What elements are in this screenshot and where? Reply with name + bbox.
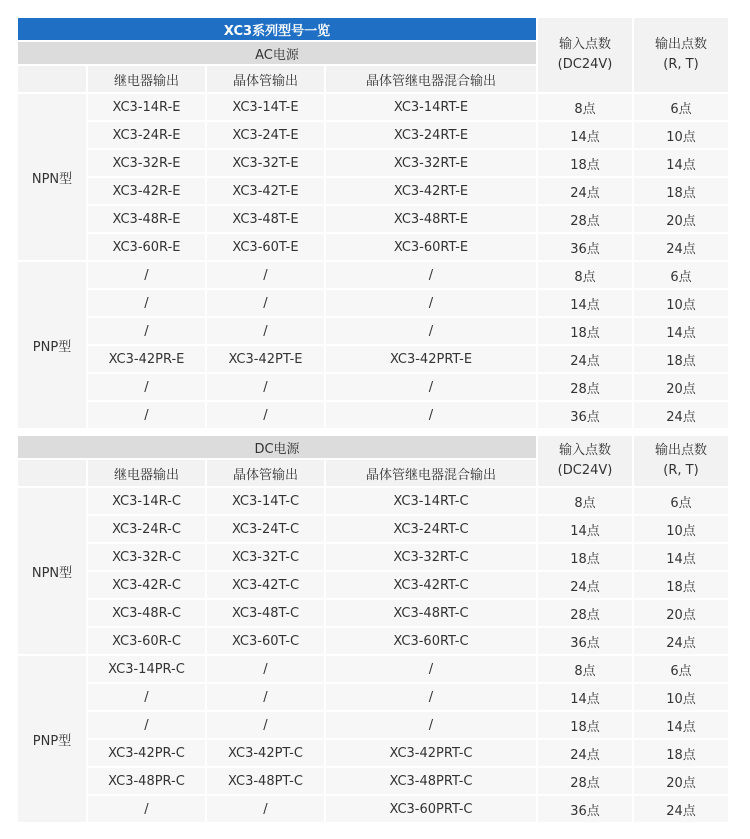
column-header: 晶体管输出 — [207, 460, 324, 486]
relay-output-model: XC3-42R-E — [88, 178, 205, 204]
table-row — [18, 572, 728, 598]
input-points: 8点 — [538, 656, 632, 682]
spacer-cell — [18, 430, 728, 434]
table-row — [18, 150, 728, 176]
relay-output-model: XC3-48PR-C — [88, 768, 205, 794]
column-header-blank — [18, 460, 86, 486]
output-points: 24点 — [634, 796, 728, 822]
table-row — [18, 122, 728, 148]
transistor-output-model: XC3-48PT-C — [207, 768, 324, 794]
input-points-header — [538, 436, 632, 486]
column-header-blank — [18, 66, 86, 92]
output-points: 20点 — [634, 768, 728, 794]
output-points: 18点 — [634, 346, 728, 372]
transistor-output-model: XC3-48T-E — [207, 206, 324, 232]
column-header: 晶体管继电器混合输出 — [326, 66, 536, 92]
input-points-unit: (DC24V) — [557, 57, 613, 72]
output-points-unit: (R, T) — [663, 463, 699, 478]
table-title: XC3系列型号一览 — [18, 18, 536, 40]
ac-power-heading: AC电源 — [18, 42, 536, 64]
hybrid-output-model: / — [326, 290, 536, 316]
relay-output-model: XC3-42R-C — [88, 572, 205, 598]
hybrid-output-model: XC3-48RT-C — [326, 600, 536, 626]
table-row — [18, 684, 728, 710]
table-row — [18, 402, 728, 428]
output-points-header — [634, 18, 728, 92]
input-points: 28点 — [538, 600, 632, 626]
pnp-type-label: PNP型 — [18, 262, 86, 428]
input-points: 24点 — [538, 572, 632, 598]
input-points-header — [538, 18, 632, 92]
input-points: 8点 — [538, 94, 632, 120]
relay-output-model: XC3-60R-E — [88, 234, 205, 260]
output-points-label: 输出点数 — [654, 443, 707, 458]
output-points: 6点 — [634, 262, 728, 288]
table-row — [18, 206, 728, 232]
output-points: 14点 — [634, 544, 728, 570]
input-points: 36点 — [538, 628, 632, 654]
input-points: 14点 — [538, 516, 632, 542]
hybrid-output-model: / — [326, 712, 536, 738]
table-row — [18, 290, 728, 316]
column-header: 晶体管继电器混合输出 — [326, 460, 536, 486]
output-points: 10点 — [634, 122, 728, 148]
npn-type-label: NPN型 — [18, 94, 86, 260]
relay-output-model: XC3-60R-C — [88, 628, 205, 654]
transistor-output-model: / — [207, 712, 324, 738]
title-row — [18, 18, 728, 40]
transistor-output-model: / — [207, 318, 324, 344]
relay-output-model: / — [88, 374, 205, 400]
input-points: 36点 — [538, 234, 632, 260]
input-points: 24点 — [538, 346, 632, 372]
hybrid-output-model: XC3-14RT-C — [326, 488, 536, 514]
table-row — [18, 628, 728, 654]
relay-output-model: XC3-48R-E — [88, 206, 205, 232]
hybrid-output-model: XC3-42PRT-C — [326, 740, 536, 766]
dc-power-heading: DC电源 — [18, 436, 536, 458]
hybrid-output-model: / — [326, 684, 536, 710]
output-points: 18点 — [634, 740, 728, 766]
transistor-output-model: XC3-24T-E — [207, 122, 324, 148]
transistor-output-model: / — [207, 374, 324, 400]
hybrid-output-model: XC3-42RT-E — [326, 178, 536, 204]
input-points: 18点 — [538, 318, 632, 344]
transistor-output-model: / — [207, 290, 324, 316]
column-header: 晶体管输出 — [207, 66, 324, 92]
table-row — [18, 768, 728, 794]
hybrid-output-model: XC3-42PRT-E — [326, 346, 536, 372]
table-row — [18, 262, 728, 288]
transistor-output-model: XC3-14T-C — [207, 488, 324, 514]
relay-output-model: / — [88, 402, 205, 428]
transistor-output-model: XC3-14T-E — [207, 94, 324, 120]
hybrid-output-model: XC3-60RT-E — [326, 234, 536, 260]
transistor-output-model: XC3-32T-E — [207, 150, 324, 176]
input-points: 8点 — [538, 488, 632, 514]
xc3-model-table — [16, 16, 730, 824]
hybrid-output-model: XC3-60PRT-C — [326, 796, 536, 822]
hybrid-output-model: XC3-32RT-E — [326, 150, 536, 176]
input-points-label: 输入点数 — [558, 443, 611, 458]
hybrid-output-model: XC3-24RT-C — [326, 516, 536, 542]
relay-output-model: / — [88, 262, 205, 288]
column-header: 继电器输出 — [88, 460, 205, 486]
output-points: 14点 — [634, 318, 728, 344]
table-row — [18, 740, 728, 766]
hybrid-output-model: XC3-42RT-C — [326, 572, 536, 598]
pnp-type-label: PNP型 — [18, 656, 86, 822]
table-row — [18, 234, 728, 260]
table-row — [18, 94, 728, 120]
relay-output-model: XC3-24R-E — [88, 122, 205, 148]
input-points-unit: (DC24V) — [557, 463, 613, 478]
hybrid-output-model: XC3-14RT-E — [326, 94, 536, 120]
output-points-label: 输出点数 — [654, 37, 707, 52]
relay-output-model: XC3-24R-C — [88, 516, 205, 542]
section-spacer — [18, 430, 728, 434]
hybrid-output-model: XC3-48RT-E — [326, 206, 536, 232]
output-points: 10点 — [634, 684, 728, 710]
npn-type-label: NPN型 — [18, 488, 86, 654]
input-points: 18点 — [538, 712, 632, 738]
transistor-output-model: / — [207, 796, 324, 822]
relay-output-model: / — [88, 796, 205, 822]
relay-output-model: / — [88, 290, 205, 316]
hybrid-output-model: / — [326, 262, 536, 288]
transistor-output-model: / — [207, 402, 324, 428]
transistor-output-model: XC3-42T-C — [207, 572, 324, 598]
input-points: 8点 — [538, 262, 632, 288]
output-points-unit: (R, T) — [663, 57, 699, 72]
relay-output-model: / — [88, 684, 205, 710]
input-points: 28点 — [538, 206, 632, 232]
hybrid-output-model: / — [326, 402, 536, 428]
input-points: 14点 — [538, 684, 632, 710]
table-row — [18, 544, 728, 570]
relay-output-model: XC3-32R-C — [88, 544, 205, 570]
input-points: 18点 — [538, 544, 632, 570]
input-points: 18点 — [538, 150, 632, 176]
input-points: 24点 — [538, 740, 632, 766]
relay-output-model: XC3-42PR-E — [88, 346, 205, 372]
relay-output-model: / — [88, 712, 205, 738]
output-points-header — [634, 436, 728, 486]
table-row — [18, 656, 728, 682]
output-points: 6点 — [634, 656, 728, 682]
output-points: 24点 — [634, 402, 728, 428]
output-points: 24点 — [634, 234, 728, 260]
input-points: 14点 — [538, 122, 632, 148]
relay-output-model: XC3-32R-E — [88, 150, 205, 176]
input-points: 24点 — [538, 178, 632, 204]
transistor-output-model: / — [207, 262, 324, 288]
table-row — [18, 178, 728, 204]
input-points-label: 输入点数 — [558, 37, 611, 52]
transistor-output-model: XC3-42T-E — [207, 178, 324, 204]
hybrid-output-model: / — [326, 656, 536, 682]
output-points: 10点 — [634, 516, 728, 542]
hybrid-output-model: XC3-24RT-E — [326, 122, 536, 148]
output-points: 20点 — [634, 600, 728, 626]
transistor-output-model: XC3-42PT-E — [207, 346, 324, 372]
output-points: 20点 — [634, 206, 728, 232]
relay-output-model: XC3-42PR-C — [88, 740, 205, 766]
output-points: 18点 — [634, 178, 728, 204]
transistor-output-model: XC3-32T-C — [207, 544, 324, 570]
transistor-output-model: XC3-42PT-C — [207, 740, 324, 766]
hybrid-output-model: XC3-48PRT-C — [326, 768, 536, 794]
output-points: 14点 — [634, 712, 728, 738]
hybrid-output-model: XC3-32RT-C — [326, 544, 536, 570]
relay-output-model: / — [88, 318, 205, 344]
relay-output-model: XC3-14PR-C — [88, 656, 205, 682]
column-header: 继电器输出 — [88, 66, 205, 92]
input-points: 36点 — [538, 796, 632, 822]
transistor-output-model: XC3-48T-C — [207, 600, 324, 626]
dc-heading-row — [18, 436, 728, 458]
transistor-output-model: XC3-60T-C — [207, 628, 324, 654]
relay-output-model: XC3-48R-C — [88, 600, 205, 626]
transistor-output-model: XC3-60T-E — [207, 234, 324, 260]
output-points: 24点 — [634, 628, 728, 654]
transistor-output-model: XC3-24T-C — [207, 516, 324, 542]
hybrid-output-model: XC3-60RT-C — [326, 628, 536, 654]
relay-output-model: XC3-14R-E — [88, 94, 205, 120]
input-points: 14点 — [538, 290, 632, 316]
table-row — [18, 796, 728, 822]
output-points: 6点 — [634, 94, 728, 120]
table-row — [18, 318, 728, 344]
hybrid-output-model: / — [326, 374, 536, 400]
relay-output-model: XC3-14R-C — [88, 488, 205, 514]
output-points: 6点 — [634, 488, 728, 514]
output-points: 10点 — [634, 290, 728, 316]
input-points: 36点 — [538, 402, 632, 428]
output-points: 18点 — [634, 572, 728, 598]
input-points: 28点 — [538, 768, 632, 794]
output-points: 14点 — [634, 150, 728, 176]
table-row — [18, 346, 728, 372]
table-row — [18, 516, 728, 542]
hybrid-output-model: / — [326, 318, 536, 344]
table-row — [18, 374, 728, 400]
transistor-output-model: / — [207, 656, 324, 682]
table-row — [18, 600, 728, 626]
table-row — [18, 488, 728, 514]
transistor-output-model: / — [207, 684, 324, 710]
input-points: 28点 — [538, 374, 632, 400]
output-points: 20点 — [634, 374, 728, 400]
table-row — [18, 712, 728, 738]
